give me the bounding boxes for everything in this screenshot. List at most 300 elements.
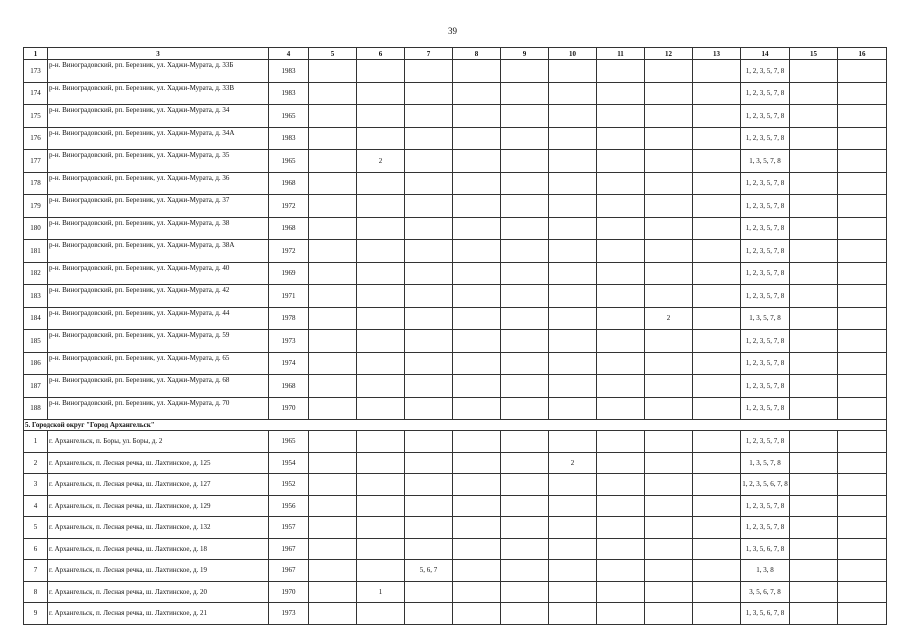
col10-cell bbox=[549, 538, 597, 560]
col8-cell bbox=[453, 195, 501, 218]
address-cell: р-н. Виноградовский, рп. Березник, ул. Хаджи-Мурата, д. 33В bbox=[48, 82, 269, 105]
year-cell: 1970 bbox=[269, 581, 309, 603]
col6-cell: 2 bbox=[357, 150, 405, 173]
year-cell: 1952 bbox=[269, 474, 309, 496]
col10-cell bbox=[549, 560, 597, 582]
col16-cell bbox=[838, 82, 887, 105]
col7-cell bbox=[405, 150, 453, 173]
year-cell: 1968 bbox=[269, 375, 309, 398]
col11-cell bbox=[597, 105, 645, 128]
col15-cell bbox=[790, 240, 838, 263]
row-number-cell: 181 bbox=[24, 240, 48, 263]
col8-cell bbox=[453, 172, 501, 195]
table-row bbox=[24, 127, 887, 150]
col11-cell bbox=[597, 150, 645, 173]
col5-cell bbox=[309, 452, 357, 474]
col5-cell bbox=[309, 82, 357, 105]
col16-cell bbox=[838, 240, 887, 263]
col8-cell bbox=[453, 307, 501, 330]
col7-cell bbox=[405, 105, 453, 128]
address-cell: г. Архангельск, п. Лесная речка, ш. Лахтинское, д. 129 bbox=[48, 495, 269, 517]
col13-cell bbox=[693, 538, 741, 560]
col14-cell: 1, 2, 3, 5, 7, 8 bbox=[741, 285, 790, 308]
col11-cell bbox=[597, 262, 645, 285]
col13-cell bbox=[693, 452, 741, 474]
col9-cell bbox=[501, 452, 549, 474]
col13-cell bbox=[693, 375, 741, 398]
column-header: 11 bbox=[597, 48, 645, 60]
column-header: 5 bbox=[309, 48, 357, 60]
col10-cell bbox=[549, 82, 597, 105]
column-header: 7 bbox=[405, 48, 453, 60]
col13-cell bbox=[693, 560, 741, 582]
col16-cell bbox=[838, 474, 887, 496]
col5-cell bbox=[309, 127, 357, 150]
column-header: 1 bbox=[24, 48, 48, 60]
col7-cell bbox=[405, 375, 453, 398]
col16-cell bbox=[838, 127, 887, 150]
col6-cell bbox=[357, 538, 405, 560]
address-cell: г. Архангельск, п. Лесная речка, ш. Лахтинское, д. 20 bbox=[48, 581, 269, 603]
address-cell: г. Архангельск, п. Лесная речка, ш. Лахтинское, д. 18 bbox=[48, 538, 269, 560]
col16-cell bbox=[838, 105, 887, 128]
col15-cell bbox=[790, 495, 838, 517]
col14-cell: 1, 2, 3, 5, 7, 8 bbox=[741, 172, 790, 195]
col10-cell bbox=[549, 217, 597, 240]
col15-cell bbox=[790, 581, 838, 603]
row-number-cell: 175 bbox=[24, 105, 48, 128]
row-number-cell: 188 bbox=[24, 397, 48, 420]
col7-cell bbox=[405, 82, 453, 105]
col9-cell bbox=[501, 240, 549, 263]
col10-cell bbox=[549, 105, 597, 128]
address-cell: р-н. Виноградовский, рп. Березник, ул. Хаджи-Мурата, д. 65 bbox=[48, 352, 269, 375]
column-header: 15 bbox=[790, 48, 838, 60]
col11-cell bbox=[597, 474, 645, 496]
address-cell: р-н. Виноградовский, рп. Березник, ул. Хаджи-Мурата, д. 44 bbox=[48, 307, 269, 330]
table-row bbox=[24, 397, 887, 420]
table-row bbox=[24, 105, 887, 128]
col11-cell bbox=[597, 603, 645, 625]
col16-cell bbox=[838, 397, 887, 420]
col9-cell bbox=[501, 517, 549, 539]
col5-cell bbox=[309, 60, 357, 83]
col10-cell bbox=[549, 330, 597, 353]
col16-cell bbox=[838, 307, 887, 330]
year-cell: 1983 bbox=[269, 60, 309, 83]
col9-cell bbox=[501, 105, 549, 128]
column-header: 9 bbox=[501, 48, 549, 60]
col16-cell bbox=[838, 560, 887, 582]
col5-cell bbox=[309, 375, 357, 398]
col12-cell bbox=[645, 560, 693, 582]
address-cell: р-н. Виноградовский, рп. Березник, ул. Хаджи-Мурата, д. 42 bbox=[48, 285, 269, 308]
col14-cell: 1, 2, 3, 5, 7, 8 bbox=[741, 517, 790, 539]
table-row bbox=[24, 330, 887, 353]
col10-cell bbox=[549, 172, 597, 195]
col8-cell bbox=[453, 285, 501, 308]
col13-cell bbox=[693, 217, 741, 240]
col14-cell: 1, 3, 8 bbox=[741, 560, 790, 582]
row-number-cell: 187 bbox=[24, 375, 48, 398]
row-number-cell: 176 bbox=[24, 127, 48, 150]
col5-cell bbox=[309, 330, 357, 353]
address-cell: г. Архангельск, п. Лесная речка, ш. Лахтинское, д. 132 bbox=[48, 517, 269, 539]
col9-cell bbox=[501, 60, 549, 83]
table-row bbox=[24, 60, 887, 83]
col10-cell bbox=[549, 240, 597, 263]
year-cell: 1967 bbox=[269, 560, 309, 582]
col14-cell: 1, 2, 3, 5, 7, 8 bbox=[741, 82, 790, 105]
col7-cell bbox=[405, 352, 453, 375]
address-cell: р-н. Виноградовский, рп. Березник, ул. Хаджи-Мурата, д. 34А bbox=[48, 127, 269, 150]
col9-cell bbox=[501, 127, 549, 150]
col8-cell bbox=[453, 495, 501, 517]
col5-cell bbox=[309, 307, 357, 330]
col15-cell bbox=[790, 60, 838, 83]
col11-cell bbox=[597, 307, 645, 330]
year-cell: 1968 bbox=[269, 217, 309, 240]
col7-cell bbox=[405, 172, 453, 195]
table-row bbox=[24, 431, 887, 453]
col13-cell bbox=[693, 127, 741, 150]
col6-cell bbox=[357, 262, 405, 285]
col13-cell bbox=[693, 150, 741, 173]
col6-cell bbox=[357, 603, 405, 625]
col14-cell: 1, 2, 3, 5, 7, 8 bbox=[741, 240, 790, 263]
col8-cell bbox=[453, 105, 501, 128]
row-number-cell: 177 bbox=[24, 150, 48, 173]
col15-cell bbox=[790, 603, 838, 625]
row-number-cell: 182 bbox=[24, 262, 48, 285]
col11-cell bbox=[597, 581, 645, 603]
col13-cell bbox=[693, 495, 741, 517]
col10-cell bbox=[549, 307, 597, 330]
col8-cell bbox=[453, 352, 501, 375]
address-cell: р-н. Виноградовский, рп. Березник, ул. Хаджи-Мурата, д. 36 bbox=[48, 172, 269, 195]
col11-cell bbox=[597, 60, 645, 83]
table-row bbox=[24, 82, 887, 105]
year-cell: 1972 bbox=[269, 195, 309, 218]
col6-cell bbox=[357, 352, 405, 375]
col7-cell bbox=[405, 474, 453, 496]
col5-cell bbox=[309, 195, 357, 218]
col5-cell bbox=[309, 560, 357, 582]
col7-cell bbox=[405, 195, 453, 218]
col5-cell bbox=[309, 217, 357, 240]
col14-cell: 1, 2, 3, 5, 7, 8 bbox=[741, 105, 790, 128]
table-row bbox=[24, 307, 887, 330]
col14-cell: 1, 2, 3, 5, 7, 8 bbox=[741, 352, 790, 375]
col10-cell bbox=[549, 195, 597, 218]
address-cell: р-н. Виноградовский, рп. Березник, ул. Хаджи-Мурата, д. 38 bbox=[48, 217, 269, 240]
col15-cell bbox=[790, 517, 838, 539]
year-cell: 1983 bbox=[269, 127, 309, 150]
col13-cell bbox=[693, 172, 741, 195]
table-row bbox=[24, 172, 887, 195]
year-cell: 1967 bbox=[269, 538, 309, 560]
col5-cell bbox=[309, 285, 357, 308]
col12-cell bbox=[645, 240, 693, 263]
col10-cell bbox=[549, 431, 597, 453]
col10-cell bbox=[549, 262, 597, 285]
table-row bbox=[24, 195, 887, 218]
table-row bbox=[24, 375, 887, 398]
col13-cell bbox=[693, 240, 741, 263]
col14-cell: 3, 5, 6, 7, 8 bbox=[741, 581, 790, 603]
col14-cell: 1, 2, 3, 5, 7, 8 bbox=[741, 127, 790, 150]
year-cell: 1974 bbox=[269, 352, 309, 375]
col12-cell bbox=[645, 431, 693, 453]
col9-cell bbox=[501, 262, 549, 285]
year-cell: 1969 bbox=[269, 262, 309, 285]
col8-cell bbox=[453, 375, 501, 398]
table-row bbox=[24, 495, 887, 517]
table-row bbox=[24, 538, 887, 560]
col16-cell bbox=[838, 195, 887, 218]
year-cell: 1954 bbox=[269, 452, 309, 474]
year-cell: 1972 bbox=[269, 240, 309, 263]
col9-cell bbox=[501, 150, 549, 173]
year-cell: 1973 bbox=[269, 330, 309, 353]
row-number-cell: 7 bbox=[24, 560, 48, 582]
col5-cell bbox=[309, 150, 357, 173]
col13-cell bbox=[693, 352, 741, 375]
col8-cell bbox=[453, 150, 501, 173]
row-number-cell: 173 bbox=[24, 60, 48, 83]
col12-cell bbox=[645, 60, 693, 83]
col16-cell bbox=[838, 330, 887, 353]
address-cell: г. Архангельск, п. Лесная речка, ш. Лахтинское, д. 125 bbox=[48, 452, 269, 474]
col12-cell bbox=[645, 105, 693, 128]
col6-cell bbox=[357, 431, 405, 453]
table-row bbox=[24, 474, 887, 496]
year-cell: 1970 bbox=[269, 397, 309, 420]
col11-cell bbox=[597, 82, 645, 105]
col16-cell bbox=[838, 375, 887, 398]
col12-cell bbox=[645, 581, 693, 603]
col12-cell bbox=[645, 397, 693, 420]
col14-cell: 1, 2, 3, 5, 7, 8 bbox=[741, 60, 790, 83]
col5-cell bbox=[309, 474, 357, 496]
header-row bbox=[24, 48, 887, 60]
col5-cell bbox=[309, 538, 357, 560]
col10-cell bbox=[549, 127, 597, 150]
row-number-cell: 1 bbox=[24, 431, 48, 453]
col7-cell bbox=[405, 330, 453, 353]
col9-cell bbox=[501, 82, 549, 105]
col8-cell bbox=[453, 127, 501, 150]
col5-cell bbox=[309, 397, 357, 420]
column-header: 8 bbox=[453, 48, 501, 60]
col12-cell bbox=[645, 285, 693, 308]
col14-cell: 1, 2, 3, 5, 7, 8 bbox=[741, 375, 790, 398]
col6-cell bbox=[357, 560, 405, 582]
column-header: 10 bbox=[549, 48, 597, 60]
col10-cell bbox=[549, 352, 597, 375]
year-cell: 1965 bbox=[269, 105, 309, 128]
col15-cell bbox=[790, 560, 838, 582]
col15-cell bbox=[790, 82, 838, 105]
col14-cell: 1, 2, 3, 5, 7, 8 bbox=[741, 397, 790, 420]
col11-cell bbox=[597, 495, 645, 517]
col16-cell bbox=[838, 431, 887, 453]
page-number: 39 bbox=[448, 26, 457, 36]
col5-cell bbox=[309, 431, 357, 453]
col5-cell bbox=[309, 240, 357, 263]
col14-cell: 1, 2, 3, 5, 7, 8 bbox=[741, 330, 790, 353]
row-number-cell: 4 bbox=[24, 495, 48, 517]
table-row bbox=[24, 217, 887, 240]
col13-cell bbox=[693, 397, 741, 420]
section-row bbox=[24, 420, 887, 431]
col13-cell bbox=[693, 285, 741, 308]
col9-cell bbox=[501, 307, 549, 330]
address-cell: г. Архангельск, п. Лесная речка, ш. Лахтинское, д. 19 bbox=[48, 560, 269, 582]
col6-cell bbox=[357, 195, 405, 218]
year-cell: 1965 bbox=[269, 150, 309, 173]
col6-cell: 1 bbox=[357, 581, 405, 603]
col7-cell bbox=[405, 60, 453, 83]
col5-cell bbox=[309, 105, 357, 128]
address-cell: г. Архангельск, п. Лесная речка, ш. Лахтинское, д. 127 bbox=[48, 474, 269, 496]
year-cell: 1956 bbox=[269, 495, 309, 517]
col9-cell bbox=[501, 560, 549, 582]
col6-cell bbox=[357, 82, 405, 105]
col7-cell bbox=[405, 517, 453, 539]
col15-cell bbox=[790, 352, 838, 375]
col13-cell bbox=[693, 307, 741, 330]
col10-cell bbox=[549, 397, 597, 420]
col13-cell bbox=[693, 262, 741, 285]
col13-cell bbox=[693, 105, 741, 128]
col9-cell bbox=[501, 330, 549, 353]
col6-cell bbox=[357, 172, 405, 195]
col12-cell bbox=[645, 217, 693, 240]
col11-cell bbox=[597, 127, 645, 150]
col15-cell bbox=[790, 127, 838, 150]
col13-cell bbox=[693, 82, 741, 105]
year-cell: 1968 bbox=[269, 172, 309, 195]
col10-cell bbox=[549, 603, 597, 625]
row-number-cell: 9 bbox=[24, 603, 48, 625]
row-number-cell: 3 bbox=[24, 474, 48, 496]
col6-cell bbox=[357, 240, 405, 263]
address-cell: р-н. Виноградовский, рп. Березник, ул. Хаджи-Мурата, д. 37 bbox=[48, 195, 269, 218]
row-number-cell: 184 bbox=[24, 307, 48, 330]
col8-cell bbox=[453, 330, 501, 353]
row-number-cell: 5 bbox=[24, 517, 48, 539]
row-number-cell: 183 bbox=[24, 285, 48, 308]
col14-cell: 1, 2, 3, 5, 7, 8 bbox=[741, 431, 790, 453]
col10-cell bbox=[549, 285, 597, 308]
col6-cell bbox=[357, 105, 405, 128]
col7-cell bbox=[405, 217, 453, 240]
col8-cell bbox=[453, 452, 501, 474]
col8-cell bbox=[453, 581, 501, 603]
col16-cell bbox=[838, 172, 887, 195]
col10-cell bbox=[549, 60, 597, 83]
col12-cell bbox=[645, 352, 693, 375]
column-header: 12 bbox=[645, 48, 693, 60]
year-cell: 1973 bbox=[269, 603, 309, 625]
col13-cell bbox=[693, 603, 741, 625]
col11-cell bbox=[597, 240, 645, 263]
col8-cell bbox=[453, 474, 501, 496]
col12-cell bbox=[645, 82, 693, 105]
col5-cell bbox=[309, 581, 357, 603]
col7-cell bbox=[405, 603, 453, 625]
col9-cell bbox=[501, 352, 549, 375]
col15-cell bbox=[790, 452, 838, 474]
col10-cell bbox=[549, 517, 597, 539]
col7-cell bbox=[405, 285, 453, 308]
col12-cell bbox=[645, 195, 693, 218]
year-cell: 1971 bbox=[269, 285, 309, 308]
column-header: 4 bbox=[269, 48, 309, 60]
address-cell: р-н. Виноградовский, рп. Березник, ул. Хаджи-Мурата, д. 40 bbox=[48, 262, 269, 285]
col5-cell bbox=[309, 603, 357, 625]
col16-cell bbox=[838, 495, 887, 517]
col8-cell bbox=[453, 603, 501, 625]
address-cell: р-н. Виноградовский, рп. Березник, ул. Хаджи-Мурата, д. 34 bbox=[48, 105, 269, 128]
address-cell: р-н. Виноградовский, рп. Березник, ул. Хаджи-Мурата, д. 38А bbox=[48, 240, 269, 263]
col7-cell bbox=[405, 397, 453, 420]
col9-cell bbox=[501, 603, 549, 625]
row-number-cell: 174 bbox=[24, 82, 48, 105]
col16-cell bbox=[838, 262, 887, 285]
col8-cell bbox=[453, 538, 501, 560]
col6-cell bbox=[357, 375, 405, 398]
col13-cell bbox=[693, 517, 741, 539]
col12-cell bbox=[645, 474, 693, 496]
col15-cell bbox=[790, 105, 838, 128]
row-number-cell: 6 bbox=[24, 538, 48, 560]
col6-cell bbox=[357, 452, 405, 474]
col6-cell bbox=[357, 285, 405, 308]
col12-cell bbox=[645, 330, 693, 353]
col10-cell bbox=[549, 581, 597, 603]
col14-cell: 1, 3, 5, 6, 7, 8 bbox=[741, 603, 790, 625]
col10-cell bbox=[549, 375, 597, 398]
col6-cell bbox=[357, 330, 405, 353]
column-header: 13 bbox=[693, 48, 741, 60]
col11-cell bbox=[597, 517, 645, 539]
col8-cell bbox=[453, 560, 501, 582]
table-row bbox=[24, 352, 887, 375]
col15-cell bbox=[790, 375, 838, 398]
col13-cell bbox=[693, 195, 741, 218]
col9-cell bbox=[501, 172, 549, 195]
col16-cell bbox=[838, 217, 887, 240]
col6-cell bbox=[357, 397, 405, 420]
col11-cell bbox=[597, 217, 645, 240]
year-cell: 1978 bbox=[269, 307, 309, 330]
col16-cell bbox=[838, 581, 887, 603]
col16-cell bbox=[838, 603, 887, 625]
table-row bbox=[24, 581, 887, 603]
col11-cell bbox=[597, 560, 645, 582]
year-cell: 1983 bbox=[269, 82, 309, 105]
col7-cell bbox=[405, 538, 453, 560]
col8-cell bbox=[453, 517, 501, 539]
column-header: 14 bbox=[741, 48, 790, 60]
col9-cell bbox=[501, 495, 549, 517]
col11-cell bbox=[597, 375, 645, 398]
col11-cell bbox=[597, 172, 645, 195]
table-row bbox=[24, 560, 887, 582]
col7-cell bbox=[405, 581, 453, 603]
